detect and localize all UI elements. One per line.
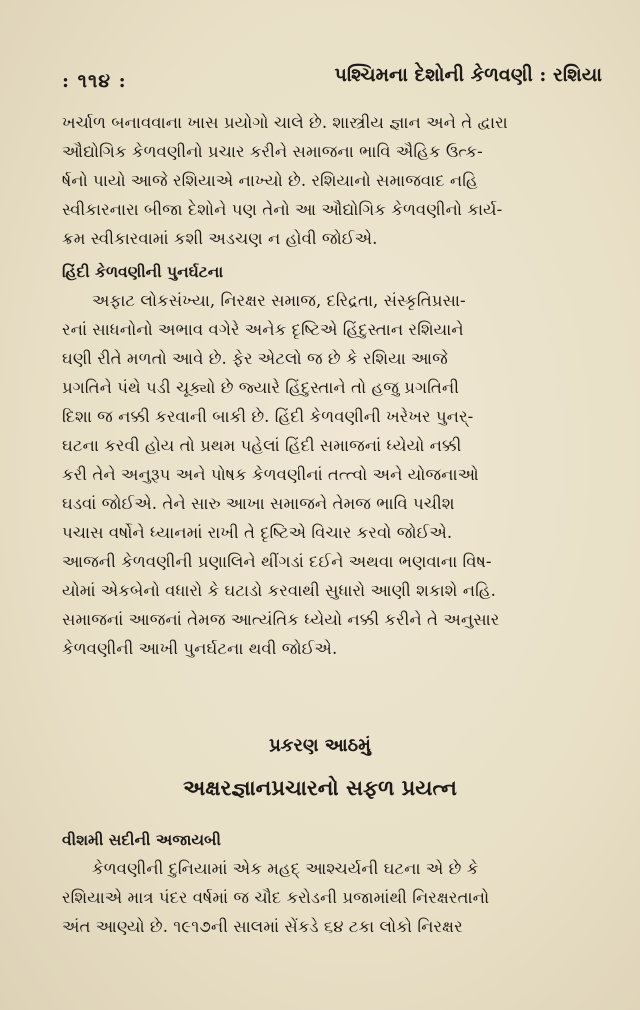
text-line: પચાસ વર્ષોને ધ્યાનમાં રાખી તે દૃષ્ટિએ વિચાર કરવો જોઈએ.	[62, 523, 453, 542]
running-title: પશ્ચિમના દેશોની કેળવણી : રશિયા	[334, 64, 602, 86]
text-line: ઘડવાં જોઈએ. તેને સારુ આખા સમાજને તેમજ ભાવિ પચીશ	[62, 494, 455, 513]
text-line: અંત આણ્યો છે. ૧૯૧૭ની સાલમાં સેંકડે ૬૪ ટકા લોકો નિરક્ષર	[62, 917, 463, 936]
text-line: ક્રમ સ્વીકારવામાં કશી અડચણ ન હોવી જોઈએ.	[62, 229, 378, 248]
text-line: રનાં સાધનોનો અભાવ વગેરે અનેક દૃષ્ટિએ હિંદુસ્તાન રશિયાને	[62, 320, 464, 339]
text-line: ઘણી રીતે મળતો આવે છે. ફેર એટલો જ છે કે રશિયા આજે	[62, 349, 448, 368]
section-indian-education	[62, 258, 602, 663]
text-line: સમાજનાં આજનાં તેમજ આત્યંતિક ધ્યેયો નક્કી કરીને તે અનુસાર	[62, 610, 500, 629]
section-heading: વીશમી સદીની અજાયબી	[62, 830, 221, 849]
page-number: : ૧૧૪ :	[62, 70, 127, 92]
text-line: ર્ષનો પાયો આજે રશિયાએ નાખ્યો છે. રશિયાનો સમાજવાદ નહિ	[62, 171, 478, 190]
section-twentieth-century-wonder	[62, 826, 602, 941]
chapter-title: અક્ષરજ્ઞાનપ્રચારનો સફળ પ્રયત્ન	[183, 775, 457, 800]
section-heading: હિંદી કેળવણીની પુનર્ઘટના	[62, 262, 224, 281]
text-line: પ્રગતિને પંથે પડી ચૂક્યો છે જ્યારે હિંદુસ્તાને તો હજુ પ્રગતિની	[62, 378, 459, 397]
text-line: અફાટ લોકસંખ્યા, નિરક્ષર સમાજ, દરિદ્રતા, સંસ્કૃતિપ્રસા-	[92, 291, 466, 310]
text-line: કરી તેને અનુરૂપ અને પોષક કેળવણીનાં તત્ત્વો અને યોજનાઓ	[62, 465, 479, 484]
text-line: યોમાં એકબેનો વધારો કે ઘટાડો કરવાથી સુધારો આણી શકાશે નહિ.	[62, 581, 496, 600]
paragraph-industrial-education	[62, 108, 602, 253]
text-line: કેળવણીની આખી પુનર્ઘટના થવી જોઈએ.	[62, 639, 338, 658]
text-line: સ્વીકારનારા બીજા દેશોને પણ તેનો આ ઔદ્યોગિક કેળવણીનો કાર્ય-	[62, 200, 503, 219]
text-line: કેળવણીની દુનિયામાં એક મહદ્ આશ્ચર્યની ઘટના એ છે કે	[92, 859, 479, 878]
paragraph-text	[62, 854, 602, 941]
chapter-label: પ્રકરણ આઠમું	[269, 735, 371, 756]
text-line: ઘટના કરવી હોય તો પ્રથમ પહેલાં હિંદી સમાજનાં ધ્યેયો નક્કી	[62, 436, 462, 455]
page-header	[62, 64, 602, 98]
text-line: રશિયાએ માત્ર પંદર વર્ષમાં જ ચૌદ કરોડની પ્રજામાંથી નિરક્ષરતાનો	[62, 888, 490, 907]
text-line: દિશા જ નક્કી કરવાની બાકી છે. હિંદી કેળવણીની ખરેખર પુનર્-	[62, 407, 474, 426]
paragraph-text	[62, 286, 602, 663]
text-line: આજની કેળવણીની પ્રણાલિને થીંગડાં દઈને અથવા ભણવાના વિષ-	[62, 552, 492, 571]
text-line: ઔદ્યોગિક કેળવણીનો પ્રચાર કરીને સમાજના ભાવિ ઐહિક ઉત્ક-	[62, 142, 483, 161]
paragraph-text	[62, 108, 602, 253]
text-line: ખર્ચાળ બનાવવાના ખાસ પ્રયોગો ચાલે છે. શાસ્ત્રીય જ્ઞાન અને તે દ્વારા	[62, 113, 508, 132]
